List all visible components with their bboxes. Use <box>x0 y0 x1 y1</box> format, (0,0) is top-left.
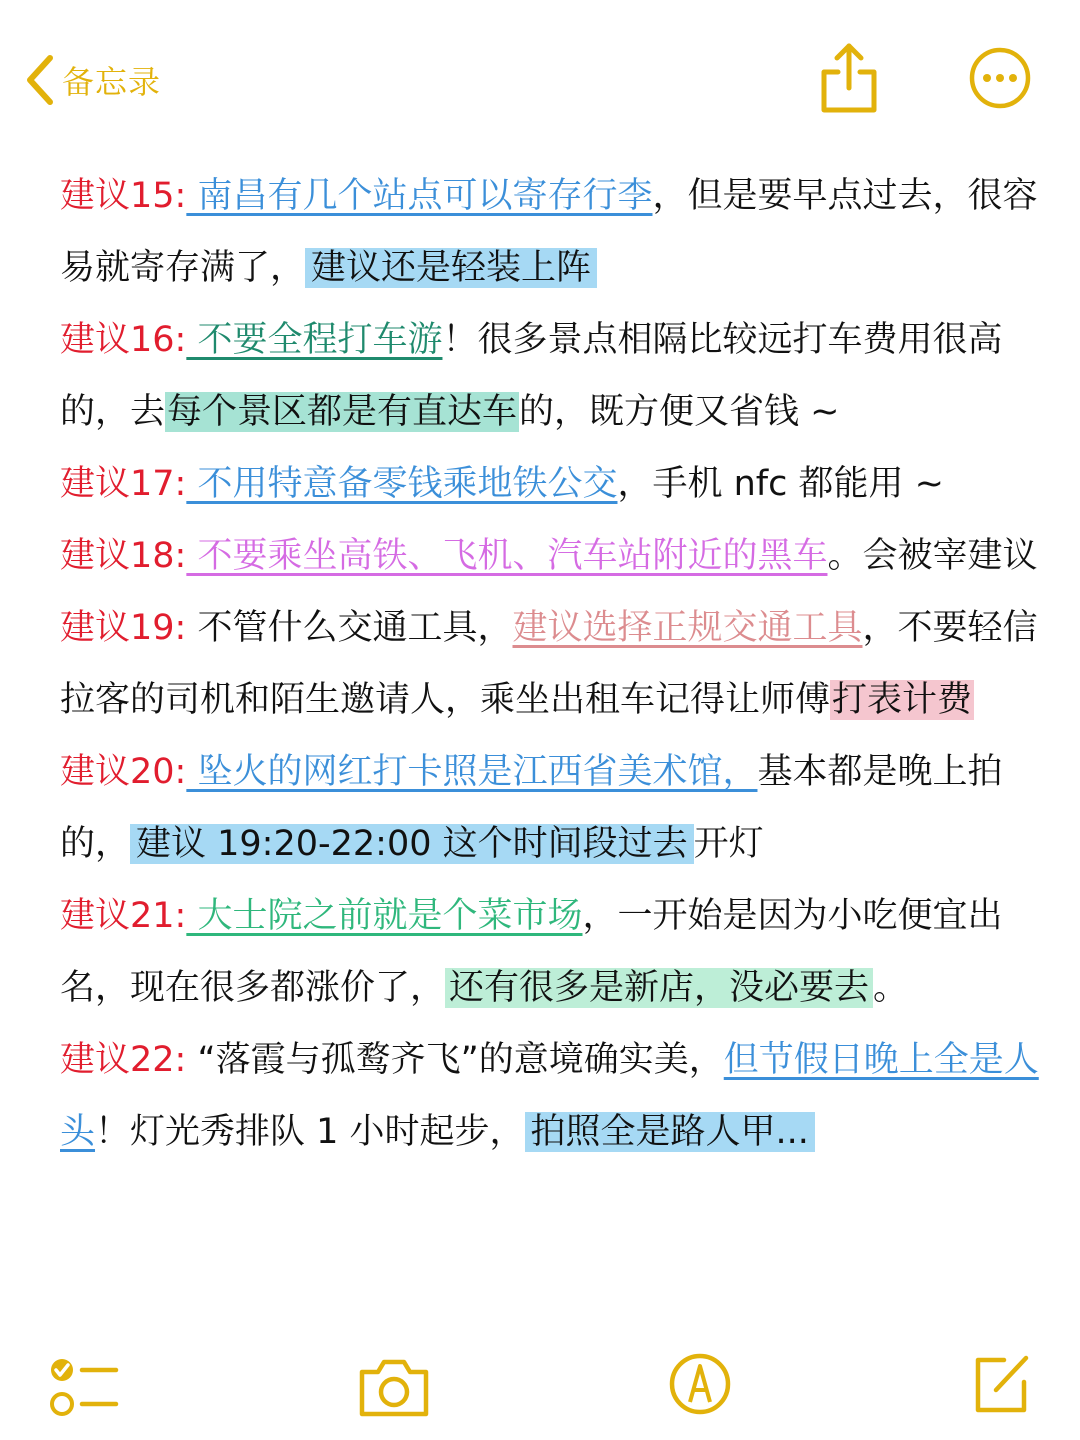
more-icon <box>968 46 1032 110</box>
suggestion-16 <box>60 304 1040 448</box>
bottom-toolbar <box>0 1340 1080 1440</box>
note-text: 基本都是晚上拍的， <box>60 752 1003 864</box>
markup-button[interactable] <box>668 1352 732 1416</box>
note-link[interactable]: 但节假日晚上全是人头 <box>60 1040 1039 1152</box>
compose-button[interactable] <box>970 1350 1034 1416</box>
note-link[interactable]: 建议选择正规交通工具 <box>512 608 863 648</box>
share-icon <box>818 40 880 116</box>
note-link[interactable]: 不用特意备零钱乘地铁公交 <box>186 464 618 504</box>
note-text: ，不要轻信拉客的司机和陌生邀请人，乘坐出租车记得让师傅 <box>60 608 1038 720</box>
note-link[interactable]: 大士院之前就是个菜市场 <box>186 896 583 936</box>
suggestion-20 <box>60 736 1040 880</box>
highlighted-text: 建议还是轻装上阵 <box>305 248 597 288</box>
suggestion-label: 建议16: <box>60 320 187 360</box>
note-link[interactable]: 不要乘坐高铁、飞机、汽车站附近的黑车 <box>186 536 828 576</box>
camera-icon <box>356 1354 432 1420</box>
highlighted-text: 每个景区都是有直达车 <box>167 392 518 432</box>
compose-icon <box>970 1350 1034 1416</box>
note-link[interactable]: 不要全程打车游 <box>186 320 443 360</box>
suggestion-21 <box>60 880 1040 1024</box>
back-button[interactable] <box>22 50 161 110</box>
back-label: 备忘录 <box>62 63 162 101</box>
note-link[interactable]: 坠火的网红打卡照是江西省美术馆， <box>186 752 758 792</box>
note-text: ，但是要早点过去，很容易就寄存满了， <box>60 176 1038 288</box>
suggestion-label: 建议22: <box>60 1040 187 1080</box>
suggestion-18 <box>60 520 1040 592</box>
suggestion-19 <box>60 592 1040 736</box>
markup-icon <box>668 1352 732 1416</box>
chevron-left-icon <box>22 52 56 108</box>
suggestion-label: 建议20: <box>60 752 187 792</box>
highlighted-text: 还有很多是新店，没必要去 <box>445 968 873 1008</box>
suggestion-label: 建议17: <box>60 464 187 504</box>
navigation-bar <box>0 0 1080 150</box>
note-text: 。会被宰建议 <box>827 536 1038 576</box>
suggestion-22 <box>60 1024 1040 1168</box>
note-text: 开灯 <box>693 824 764 864</box>
note-link[interactable]: 南昌有几个站点可以寄存行李 <box>186 176 653 216</box>
note-text: ，手机 nfc 都能用 ~ <box>617 464 944 504</box>
share-button[interactable] <box>818 40 880 116</box>
note-text: 。 <box>873 968 909 1008</box>
camera-button[interactable] <box>356 1354 432 1420</box>
note-text: 不管什么交通工具， <box>186 608 513 648</box>
note-text: ！灯光秀排队 1 小时起步， <box>95 1112 525 1152</box>
suggestion-label: 建议19: <box>60 608 187 648</box>
suggestion-15 <box>60 160 1040 304</box>
more-button[interactable] <box>968 46 1032 110</box>
suggestion-label: 建议18: <box>60 536 187 576</box>
checklist-button[interactable] <box>48 1354 120 1422</box>
suggestion-label: 建议21: <box>60 896 187 936</box>
checklist-icon <box>48 1354 120 1422</box>
note-text: ！很多景点相隔比较远打车费用很高的，去 <box>60 320 1003 432</box>
highlighted-text: 打表计费 <box>832 680 973 720</box>
suggestion-label: 建议15: <box>60 176 187 216</box>
suggestion-17 <box>60 448 1040 520</box>
note-text: “落霞与孤鹜齐飞”的意境确实美， <box>186 1040 724 1080</box>
note-body[interactable] <box>60 160 1040 1168</box>
highlighted-text: 拍照全是路人甲... <box>525 1112 815 1152</box>
note-text: 的，既方便又省钱 ~ <box>519 392 840 432</box>
highlighted-text: 建议 19:20-22:00 这个时间段过去 <box>130 824 694 864</box>
note-text: ，一开始是因为小吃便宜出名，现在很多都涨价了， <box>60 896 1003 1008</box>
